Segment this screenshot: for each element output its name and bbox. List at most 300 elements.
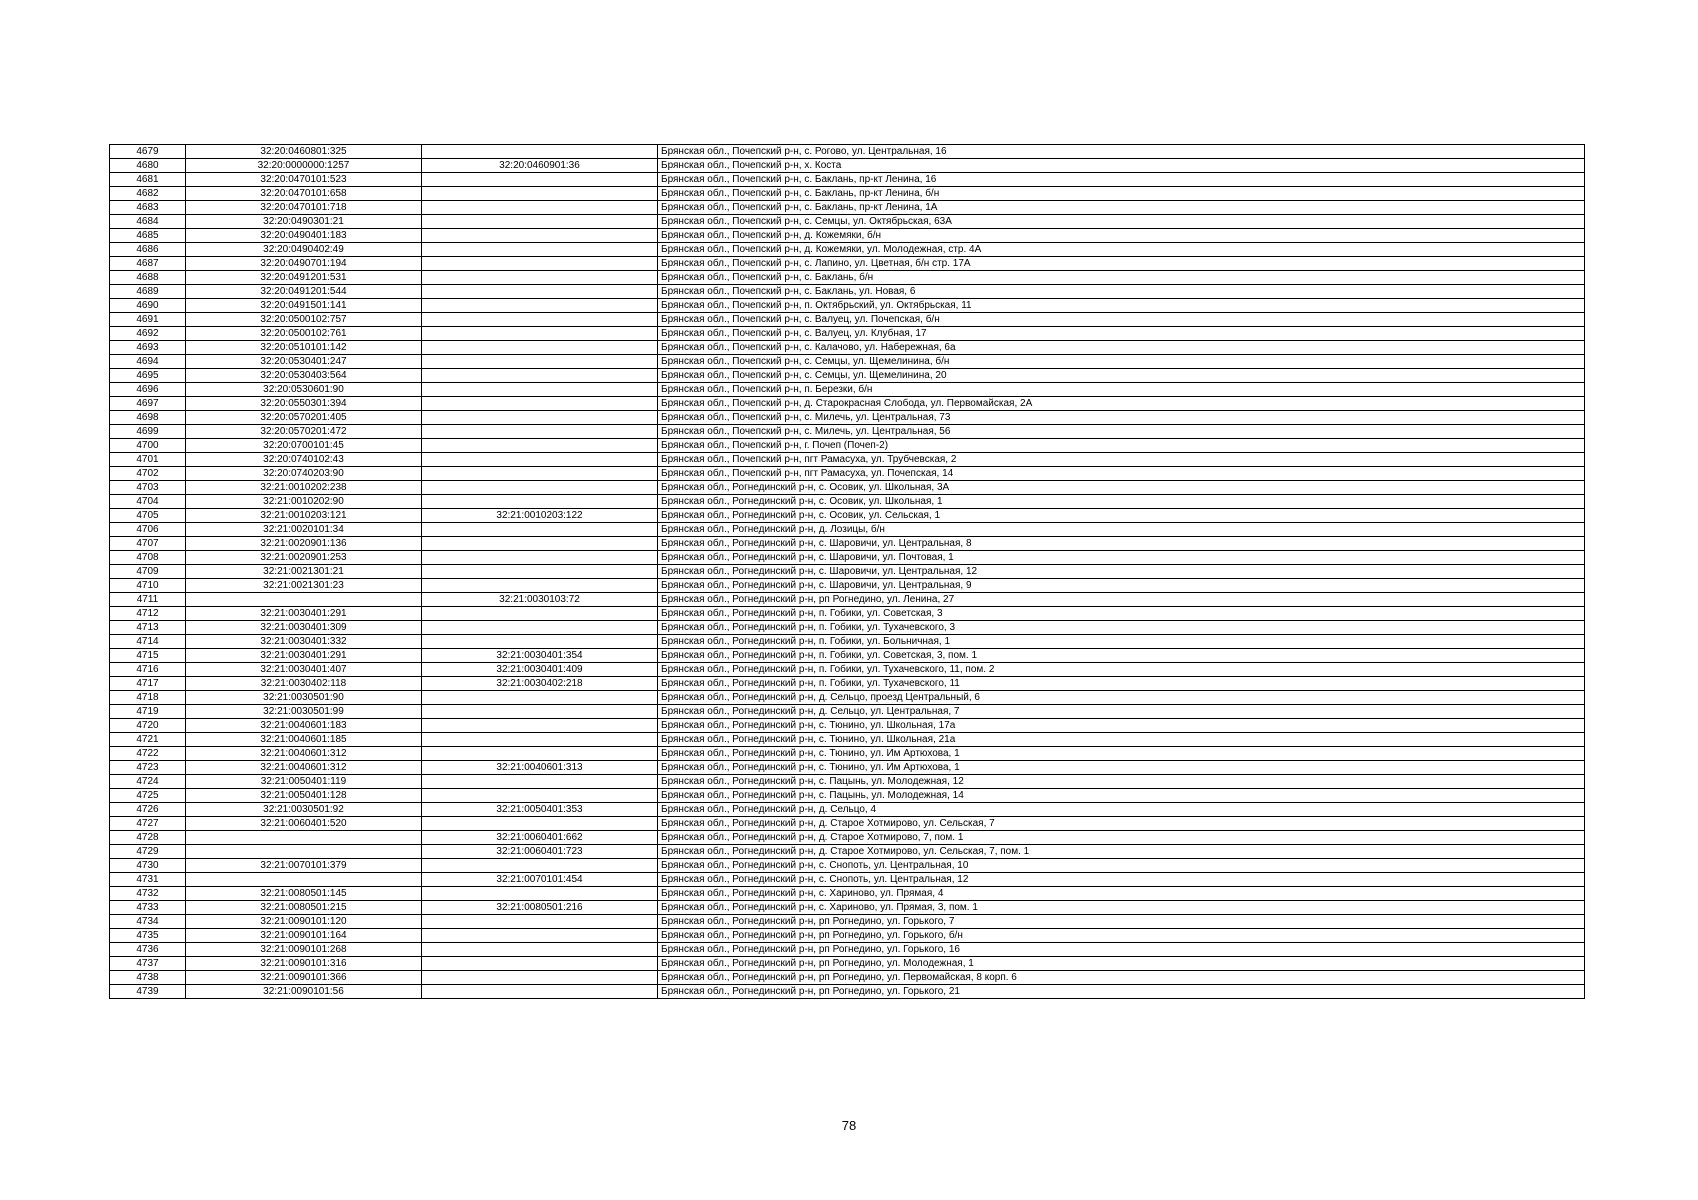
table-row <box>110 411 1585 425</box>
cadastral-number-cell <box>186 845 422 859</box>
linked-cadastral-number-cell <box>422 915 658 929</box>
row-number-cell: 4694 <box>110 355 186 369</box>
row-number-cell: 4681 <box>110 173 186 187</box>
row-number-cell: 4689 <box>110 285 186 299</box>
registry-table-body <box>110 145 1585 999</box>
row-number-cell: 4728 <box>110 831 186 845</box>
address-cell: Брянская обл., Почепский р-н, с. Семцы, ул. Щемелинина, б/н <box>658 355 1585 369</box>
table-row <box>110 467 1585 481</box>
table-row <box>110 747 1585 761</box>
table-row <box>110 201 1585 215</box>
address-cell: Брянская обл., Почепский р-н, с. Семцы, ул. Октябрьская, 63А <box>658 215 1585 229</box>
table-row <box>110 145 1585 159</box>
linked-cadastral-number-cell <box>422 313 658 327</box>
address-cell: Брянская обл., Рогнединский р-н, с. Тюнино, ул. Школьная, 21а <box>658 733 1585 747</box>
registry-table <box>109 144 1585 999</box>
cadastral-number-cell: 32:21:0090101:316 <box>186 957 422 971</box>
table-row <box>110 761 1585 775</box>
row-number-cell: 4733 <box>110 901 186 915</box>
linked-cadastral-number-cell <box>422 621 658 635</box>
address-cell: Брянская обл., Почепский р-н, с. Семцы, ул. Щемелинина, 20 <box>658 369 1585 383</box>
table-row <box>110 495 1585 509</box>
row-number-cell: 4709 <box>110 565 186 579</box>
linked-cadastral-number-cell <box>422 341 658 355</box>
row-number-cell: 4716 <box>110 663 186 677</box>
address-cell: Брянская обл., Рогнединский р-н, д. Старое Хотмирово, ул. Сельская, 7 <box>658 817 1585 831</box>
address-cell: Брянская обл., Почепский р-н, х. Коста <box>658 159 1585 173</box>
table-row <box>110 173 1585 187</box>
row-number-cell: 4719 <box>110 705 186 719</box>
table-row <box>110 831 1585 845</box>
row-number-cell: 4725 <box>110 789 186 803</box>
address-cell: Брянская обл., Почепский р-н, пгт Рамасуха, ул. Трубчевская, 2 <box>658 453 1585 467</box>
cadastral-number-cell: 32:21:0050401:128 <box>186 789 422 803</box>
table-row <box>110 663 1585 677</box>
linked-cadastral-number-cell <box>422 887 658 901</box>
cadastral-number-cell: 32:21:0060401:520 <box>186 817 422 831</box>
linked-cadastral-number-cell <box>422 411 658 425</box>
address-cell: Брянская обл., Почепский р-н, с. Валуец, ул. Почепская, б/н <box>658 313 1585 327</box>
address-cell: Брянская обл., Рогнединский р-н, с. Снопоть, ул. Центральная, 10 <box>658 859 1585 873</box>
row-number-cell: 4720 <box>110 719 186 733</box>
table-row <box>110 341 1585 355</box>
linked-cadastral-number-cell: 32:21:0030401:354 <box>422 649 658 663</box>
row-number-cell: 4734 <box>110 915 186 929</box>
row-number-cell: 4721 <box>110 733 186 747</box>
table-row <box>110 775 1585 789</box>
row-number-cell: 4702 <box>110 467 186 481</box>
cadastral-number-cell: 32:20:0500102:761 <box>186 327 422 341</box>
address-cell: Брянская обл., Рогнединский р-н, с. Тюнино, ул. Им Артюхова, 1 <box>658 747 1585 761</box>
cadastral-number-cell: 32:20:0470101:718 <box>186 201 422 215</box>
linked-cadastral-number-cell <box>422 635 658 649</box>
cadastral-number-cell: 32:20:0740102:43 <box>186 453 422 467</box>
cadastral-number-cell: 32:20:0530601:90 <box>186 383 422 397</box>
row-number-cell: 4700 <box>110 439 186 453</box>
row-number-cell: 4737 <box>110 957 186 971</box>
row-number-cell: 4731 <box>110 873 186 887</box>
table-row <box>110 355 1585 369</box>
address-cell: Брянская обл., Рогнединский р-н, д. Лозицы, б/н <box>658 523 1585 537</box>
cadastral-number-cell: 32:20:0530401:247 <box>186 355 422 369</box>
table-row <box>110 215 1585 229</box>
linked-cadastral-number-cell <box>422 859 658 873</box>
table-row <box>110 635 1585 649</box>
address-cell: Брянская обл., Рогнединский р-н, с. Шаровичи, ул. Почтовая, 1 <box>658 551 1585 565</box>
table-row <box>110 957 1585 971</box>
cadastral-number-cell: 32:20:0500102:757 <box>186 313 422 327</box>
table-row <box>110 397 1585 411</box>
cadastral-number-cell: 32:21:0030401:407 <box>186 663 422 677</box>
linked-cadastral-number-cell: 32:21:0050401:353 <box>422 803 658 817</box>
linked-cadastral-number-cell <box>422 971 658 985</box>
linked-cadastral-number-cell <box>422 817 658 831</box>
cadastral-number-cell: 32:21:0030401:291 <box>186 607 422 621</box>
linked-cadastral-number-cell: 32:21:0030401:409 <box>422 663 658 677</box>
address-cell: Брянская обл., Рогнединский р-н, рп Рогнедино, ул. Горького, 21 <box>658 985 1585 999</box>
row-number-cell: 4739 <box>110 985 186 999</box>
cadastral-number-cell: 32:21:0090101:268 <box>186 943 422 957</box>
address-cell: Брянская обл., Рогнединский р-н, рп Рогнедино, ул. Горького, 7 <box>658 915 1585 929</box>
cadastral-number-cell: 32:21:0030501:92 <box>186 803 422 817</box>
cadastral-number-cell: 32:21:0050401:119 <box>186 775 422 789</box>
row-number-cell: 4707 <box>110 537 186 551</box>
address-cell: Брянская обл., Почепский р-н, с. Баклань, пр-кт Ленина, 1А <box>658 201 1585 215</box>
linked-cadastral-number-cell <box>422 929 658 943</box>
address-cell: Брянская обл., Рогнединский р-н, п. Гобики, ул. Тухачевского, 11 <box>658 677 1585 691</box>
linked-cadastral-number-cell <box>422 467 658 481</box>
row-number-cell: 4724 <box>110 775 186 789</box>
linked-cadastral-number-cell <box>422 579 658 593</box>
linked-cadastral-number-cell <box>422 747 658 761</box>
table-row <box>110 285 1585 299</box>
address-cell: Брянская обл., Почепский р-н, г. Почеп (Почеп-2) <box>658 439 1585 453</box>
row-number-cell: 4699 <box>110 425 186 439</box>
cadastral-number-cell: 32:20:0490402:49 <box>186 243 422 257</box>
cadastral-number-cell: 32:21:0080501:145 <box>186 887 422 901</box>
address-cell: Брянская обл., Рогнединский р-н, д. Сельцо, 4 <box>658 803 1585 817</box>
table-row <box>110 187 1585 201</box>
address-cell: Брянская обл., Почепский р-н, п. Октябрьский, ул. Октябрьская, 11 <box>658 299 1585 313</box>
address-cell: Брянская обл., Рогнединский р-н, рп Рогнедино, ул. Горького, б/н <box>658 929 1585 943</box>
address-cell: Брянская обл., Рогнединский р-н, рп Рогнедино, ул. Молодежная, 1 <box>658 957 1585 971</box>
linked-cadastral-number-cell <box>422 565 658 579</box>
table-row <box>110 537 1585 551</box>
table-row <box>110 453 1585 467</box>
linked-cadastral-number-cell <box>422 397 658 411</box>
table-row <box>110 607 1585 621</box>
page-number: 78 <box>841 1118 857 1133</box>
row-number-cell: 4711 <box>110 593 186 607</box>
linked-cadastral-number-cell <box>422 425 658 439</box>
cadastral-number-cell: 32:21:0040601:312 <box>186 761 422 775</box>
cadastral-number-cell: 32:21:0090101:56 <box>186 985 422 999</box>
linked-cadastral-number-cell <box>422 985 658 999</box>
row-number-cell: 4708 <box>110 551 186 565</box>
table-row <box>110 705 1585 719</box>
linked-cadastral-number-cell <box>422 537 658 551</box>
linked-cadastral-number-cell: 32:21:0060401:723 <box>422 845 658 859</box>
row-number-cell: 4703 <box>110 481 186 495</box>
cadastral-number-cell: 32:20:0000000:1257 <box>186 159 422 173</box>
linked-cadastral-number-cell <box>422 705 658 719</box>
table-row <box>110 593 1585 607</box>
table-row <box>110 803 1585 817</box>
row-number-cell: 4723 <box>110 761 186 775</box>
cadastral-number-cell: 32:20:0490301:21 <box>186 215 422 229</box>
table-row <box>110 369 1585 383</box>
cadastral-number-cell <box>186 873 422 887</box>
cadastral-number-cell: 32:20:0491201:531 <box>186 271 422 285</box>
cadastral-number-cell: 32:21:0040601:312 <box>186 747 422 761</box>
row-number-cell: 4696 <box>110 383 186 397</box>
linked-cadastral-number-cell <box>422 369 658 383</box>
row-number-cell: 4727 <box>110 817 186 831</box>
row-number-cell: 4697 <box>110 397 186 411</box>
table-row <box>110 873 1585 887</box>
cadastral-number-cell: 32:21:0021301:23 <box>186 579 422 593</box>
row-number-cell: 4736 <box>110 943 186 957</box>
linked-cadastral-number-cell <box>422 495 658 509</box>
linked-cadastral-number-cell <box>422 299 658 313</box>
row-number-cell: 4692 <box>110 327 186 341</box>
linked-cadastral-number-cell <box>422 775 658 789</box>
linked-cadastral-number-cell: 32:21:0010203:122 <box>422 509 658 523</box>
table-row <box>110 579 1585 593</box>
table-row <box>110 691 1585 705</box>
address-cell: Брянская обл., Почепский р-н, д. Кожемяки, ул. Молодежная, стр. 4А <box>658 243 1585 257</box>
linked-cadastral-number-cell: 32:21:0060401:662 <box>422 831 658 845</box>
cadastral-number-cell: 32:21:0010202:90 <box>186 495 422 509</box>
table-row <box>110 621 1585 635</box>
cadastral-number-cell: 32:21:0030401:309 <box>186 621 422 635</box>
cadastral-number-cell: 32:21:0040601:183 <box>186 719 422 733</box>
address-cell: Брянская обл., Рогнединский р-н, с. Шаровичи, ул. Центральная, 9 <box>658 579 1585 593</box>
linked-cadastral-number-cell: 32:21:0030402:218 <box>422 677 658 691</box>
table-row <box>110 887 1585 901</box>
address-cell: Брянская обл., Почепский р-н, с. Баклань, б/н <box>658 271 1585 285</box>
row-number-cell: 4712 <box>110 607 186 621</box>
address-cell: Брянская обл., Рогнединский р-н, с. Осовик, ул. Школьная, 3А <box>658 481 1585 495</box>
table-row <box>110 257 1585 271</box>
address-cell: Брянская обл., Рогнединский р-н, д. Сельцо, ул. Центральная, 7 <box>658 705 1585 719</box>
row-number-cell: 4687 <box>110 257 186 271</box>
table-row <box>110 271 1585 285</box>
linked-cadastral-number-cell <box>422 201 658 215</box>
cadastral-number-cell: 32:20:0490701:194 <box>186 257 422 271</box>
row-number-cell: 4710 <box>110 579 186 593</box>
row-number-cell: 4684 <box>110 215 186 229</box>
table-row <box>110 481 1585 495</box>
linked-cadastral-number-cell <box>422 523 658 537</box>
cadastral-number-cell: 32:21:0030401:332 <box>186 635 422 649</box>
cadastral-number-cell: 32:20:0570201:472 <box>186 425 422 439</box>
linked-cadastral-number-cell <box>422 215 658 229</box>
row-number-cell: 4686 <box>110 243 186 257</box>
row-number-cell: 4718 <box>110 691 186 705</box>
address-cell: Брянская обл., Рогнединский р-н, с. Пацынь, ул. Молодежная, 12 <box>658 775 1585 789</box>
cadastral-number-cell: 32:21:0090101:366 <box>186 971 422 985</box>
address-cell: Брянская обл., Рогнединский р-н, с. Шаровичи, ул. Центральная, 12 <box>658 565 1585 579</box>
table-row <box>110 327 1585 341</box>
address-cell: Брянская обл., Рогнединский р-н, п. Гобики, ул. Тухачевского, 11, пом. 2 <box>658 663 1585 677</box>
cadastral-number-cell: 32:20:0460801:325 <box>186 145 422 159</box>
row-number-cell: 4735 <box>110 929 186 943</box>
linked-cadastral-number-cell <box>422 229 658 243</box>
linked-cadastral-number-cell <box>422 327 658 341</box>
cadastral-number-cell: 32:20:0530403:564 <box>186 369 422 383</box>
linked-cadastral-number-cell: 32:21:0040601:313 <box>422 761 658 775</box>
table-row <box>110 159 1585 173</box>
address-cell: Брянская обл., Рогнединский р-н, рп Рогнедино, ул. Первомайская, 8 корп. 6 <box>658 971 1585 985</box>
row-number-cell: 4713 <box>110 621 186 635</box>
row-number-cell: 4698 <box>110 411 186 425</box>
cadastral-number-cell: 32:21:0021301:21 <box>186 565 422 579</box>
table-row <box>110 383 1585 397</box>
table-row <box>110 733 1585 747</box>
row-number-cell: 4701 <box>110 453 186 467</box>
row-number-cell: 4729 <box>110 845 186 859</box>
linked-cadastral-number-cell <box>422 187 658 201</box>
row-number-cell: 4682 <box>110 187 186 201</box>
table-row <box>110 817 1585 831</box>
cadastral-number-cell: 32:20:0510101:142 <box>186 341 422 355</box>
table-row <box>110 845 1585 859</box>
table-row <box>110 523 1585 537</box>
linked-cadastral-number-cell: 32:21:0030103:72 <box>422 593 658 607</box>
address-cell: Брянская обл., Почепский р-н, п. Березки, б/н <box>658 383 1585 397</box>
row-number-cell: 4714 <box>110 635 186 649</box>
address-cell: Брянская обл., Рогнединский р-н, п. Гобики, ул. Советская, 3 <box>658 607 1585 621</box>
linked-cadastral-number-cell <box>422 285 658 299</box>
address-cell: Брянская обл., Рогнединский р-н, д. Старое Хотмирово, ул. Сельская, 7, пом. 1 <box>658 845 1585 859</box>
address-cell: Брянская обл., Почепский р-н, с. Баклань, пр-кт Ленина, 16 <box>658 173 1585 187</box>
table-row <box>110 915 1585 929</box>
cadastral-number-cell: 32:21:0020901:253 <box>186 551 422 565</box>
address-cell: Брянская обл., Рогнединский р-н, с. Тюнино, ул. Им Артюхова, 1 <box>658 761 1585 775</box>
address-cell: Брянская обл., Почепский р-н, д. Старокрасная Слобода, ул. Первомайская, 2А <box>658 397 1585 411</box>
linked-cadastral-number-cell <box>422 243 658 257</box>
table-row <box>110 229 1585 243</box>
row-number-cell: 4685 <box>110 229 186 243</box>
address-cell: Брянская обл., Рогнединский р-н, п. Гобики, ул. Больничная, 1 <box>658 635 1585 649</box>
cadastral-number-cell: 32:20:0490401:183 <box>186 229 422 243</box>
row-number-cell: 4691 <box>110 313 186 327</box>
row-number-cell: 4738 <box>110 971 186 985</box>
table-row <box>110 719 1585 733</box>
cadastral-number-cell: 32:21:0030401:291 <box>186 649 422 663</box>
row-number-cell: 4683 <box>110 201 186 215</box>
table-row <box>110 313 1585 327</box>
address-cell: Брянская обл., Почепский р-н, с. Милечь, ул. Центральная, 56 <box>658 425 1585 439</box>
address-cell: Брянская обл., Почепский р-н, д. Кожемяки, б/н <box>658 229 1585 243</box>
address-cell: Брянская обл., Рогнединский р-н, с. Осовик, ул. Сельская, 1 <box>658 509 1585 523</box>
table-row <box>110 929 1585 943</box>
cadastral-number-cell: 32:21:0030402:118 <box>186 677 422 691</box>
cadastral-number-cell: 32:21:0010202:238 <box>186 481 422 495</box>
cadastral-number-cell: 32:21:0020101:34 <box>186 523 422 537</box>
table-row <box>110 943 1585 957</box>
row-number-cell: 4715 <box>110 649 186 663</box>
address-cell: Брянская обл., Почепский р-н, с. Калачово, ул. Набережная, 6а <box>658 341 1585 355</box>
linked-cadastral-number-cell <box>422 551 658 565</box>
table-row <box>110 299 1585 313</box>
address-cell: Брянская обл., Рогнединский р-н, рп Рогнедино, ул. Ленина, 27 <box>658 593 1585 607</box>
address-cell: Брянская обл., Почепский р-н, с. Рогово, ул. Центральная, 16 <box>658 145 1585 159</box>
table-row <box>110 859 1585 873</box>
cadastral-number-cell: 32:21:0070101:379 <box>186 859 422 873</box>
row-number-cell: 4717 <box>110 677 186 691</box>
cadastral-number-cell: 32:21:0030501:99 <box>186 705 422 719</box>
linked-cadastral-number-cell <box>422 453 658 467</box>
linked-cadastral-number-cell: 32:21:0070101:454 <box>422 873 658 887</box>
linked-cadastral-number-cell <box>422 383 658 397</box>
cadastral-number-cell: 32:21:0090101:120 <box>186 915 422 929</box>
linked-cadastral-number-cell: 32:21:0080501:216 <box>422 901 658 915</box>
linked-cadastral-number-cell <box>422 957 658 971</box>
cadastral-number-cell <box>186 831 422 845</box>
cadastral-number-cell: 32:20:0491201:544 <box>186 285 422 299</box>
table-row <box>110 439 1585 453</box>
address-cell: Брянская обл., Рогнединский р-н, с. Хариново, ул. Прямая, 4 <box>658 887 1585 901</box>
linked-cadastral-number-cell <box>422 355 658 369</box>
address-cell: Брянская обл., Рогнединский р-н, п. Гобики, ул. Тухачевского, 3 <box>658 621 1585 635</box>
row-number-cell: 4690 <box>110 299 186 313</box>
address-cell: Брянская обл., Почепский р-н, с. Валуец, ул. Клубная, 17 <box>658 327 1585 341</box>
address-cell: Брянская обл., Рогнединский р-н, с. Снопоть, ул. Центральная, 12 <box>658 873 1585 887</box>
cadastral-number-cell: 32:20:0491501:141 <box>186 299 422 313</box>
address-cell: Брянская обл., Рогнединский р-н, с. Пацынь, ул. Молодежная, 14 <box>658 789 1585 803</box>
linked-cadastral-number-cell <box>422 719 658 733</box>
row-number-cell: 4722 <box>110 747 186 761</box>
table-row <box>110 551 1585 565</box>
row-number-cell: 4693 <box>110 341 186 355</box>
linked-cadastral-number-cell <box>422 733 658 747</box>
linked-cadastral-number-cell <box>422 691 658 705</box>
table-row <box>110 985 1585 999</box>
row-number-cell: 4706 <box>110 523 186 537</box>
cadastral-number-cell: 32:21:0020901:136 <box>186 537 422 551</box>
address-cell: Брянская обл., Почепский р-н, пгт Рамасуха, ул. Почепская, 14 <box>658 467 1585 481</box>
linked-cadastral-number-cell <box>422 607 658 621</box>
address-cell: Брянская обл., Почепский р-н, с. Баклань, пр-кт Ленина, б/н <box>658 187 1585 201</box>
table-row <box>110 243 1585 257</box>
row-number-cell: 4688 <box>110 271 186 285</box>
address-cell: Брянская обл., Почепский р-н, с. Баклань, ул. Новая, 6 <box>658 285 1585 299</box>
row-number-cell: 4680 <box>110 159 186 173</box>
row-number-cell: 4726 <box>110 803 186 817</box>
row-number-cell: 4704 <box>110 495 186 509</box>
cadastral-number-cell <box>186 593 422 607</box>
cadastral-number-cell: 32:20:0470101:523 <box>186 173 422 187</box>
address-cell: Брянская обл., Рогнединский р-н, с. Тюнино, ул. Школьная, 17а <box>658 719 1585 733</box>
address-cell: Брянская обл., Рогнединский р-н, с. Шаровичи, ул. Центральная, 8 <box>658 537 1585 551</box>
address-cell: Брянская обл., Рогнединский р-н, д. Сельцо, проезд Центральный, 6 <box>658 691 1585 705</box>
linked-cadastral-number-cell <box>422 943 658 957</box>
table-row <box>110 901 1585 915</box>
cadastral-number-cell: 32:20:0700101:45 <box>186 439 422 453</box>
table-row <box>110 789 1585 803</box>
address-cell: Брянская обл., Почепский р-н, с. Милечь, ул. Центральная, 73 <box>658 411 1585 425</box>
address-cell: Брянская обл., Рогнединский р-н, с. Хариново, ул. Прямая, 3, пом. 1 <box>658 901 1585 915</box>
linked-cadastral-number-cell: 32:20:0460901:36 <box>422 159 658 173</box>
row-number-cell: 4679 <box>110 145 186 159</box>
cadastral-number-cell: 32:20:0570201:405 <box>186 411 422 425</box>
table-row <box>110 971 1585 985</box>
cadastral-number-cell: 32:21:0090101:164 <box>186 929 422 943</box>
linked-cadastral-number-cell <box>422 789 658 803</box>
linked-cadastral-number-cell <box>422 145 658 159</box>
linked-cadastral-number-cell <box>422 271 658 285</box>
row-number-cell: 4695 <box>110 369 186 383</box>
linked-cadastral-number-cell <box>422 439 658 453</box>
table-row <box>110 677 1585 691</box>
table-row <box>110 565 1585 579</box>
table-row <box>110 649 1585 663</box>
table-row <box>110 509 1585 523</box>
table-row <box>110 425 1585 439</box>
cadastral-number-cell: 32:20:0740203:90 <box>186 467 422 481</box>
linked-cadastral-number-cell <box>422 481 658 495</box>
row-number-cell: 4705 <box>110 509 186 523</box>
address-cell: Брянская обл., Почепский р-н, с. Лапино, ул. Цветная, б/н стр. 17А <box>658 257 1585 271</box>
address-cell: Брянская обл., Рогнединский р-н, с. Осовик, ул. Школьная, 1 <box>658 495 1585 509</box>
address-cell: Брянская обл., Рогнединский р-н, д. Старое Хотмирово, 7, пом. 1 <box>658 831 1585 845</box>
cadastral-number-cell: 32:21:0080501:215 <box>186 901 422 915</box>
cadastral-number-cell: 32:20:0470101:658 <box>186 187 422 201</box>
address-cell: Брянская обл., Рогнединский р-н, п. Гобики, ул. Советская, 3, пом. 1 <box>658 649 1585 663</box>
address-cell: Брянская обл., Рогнединский р-н, рп Рогнедино, ул. Горького, 16 <box>658 943 1585 957</box>
